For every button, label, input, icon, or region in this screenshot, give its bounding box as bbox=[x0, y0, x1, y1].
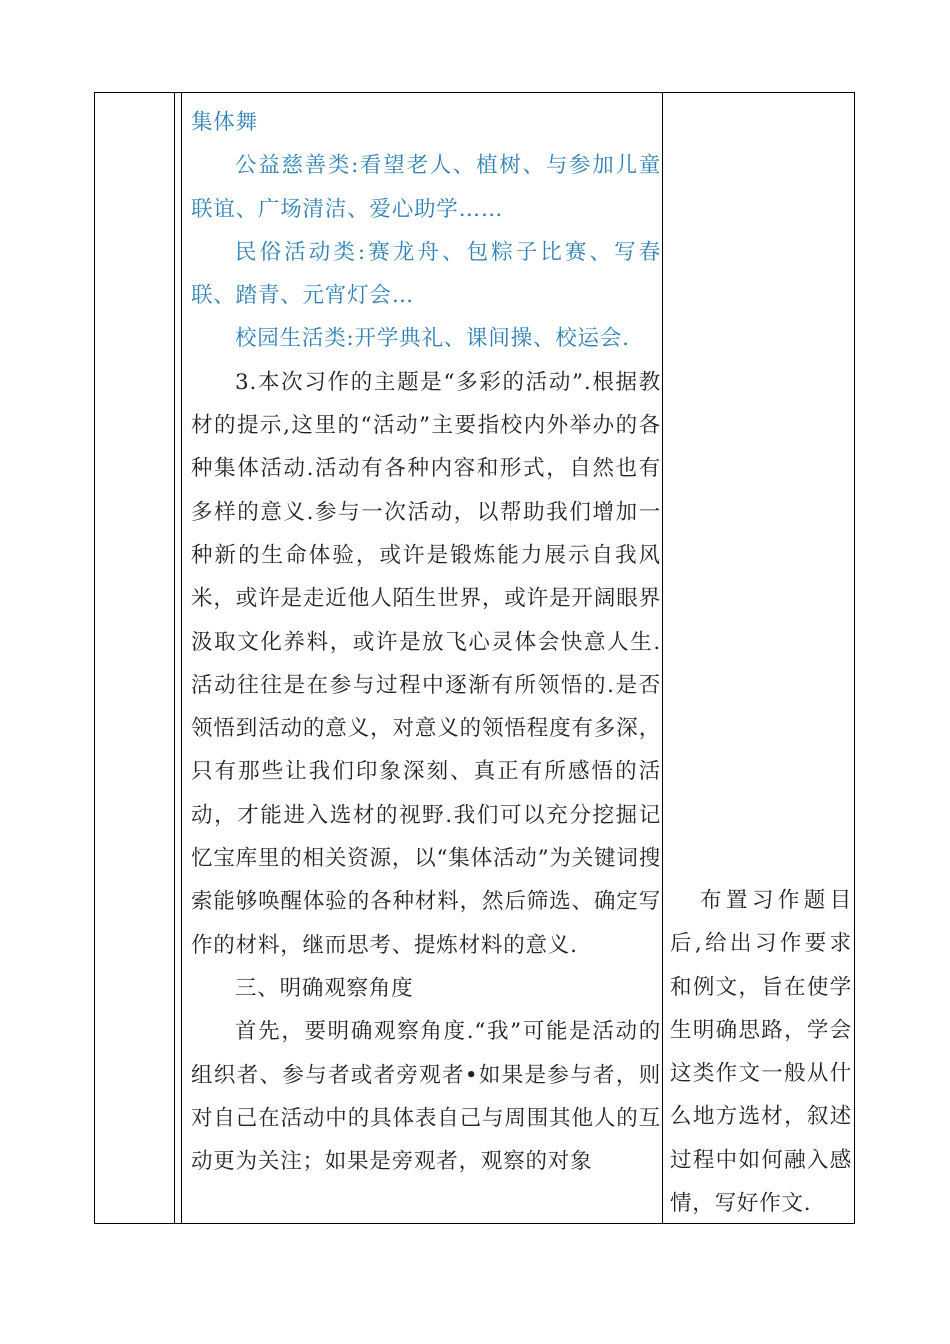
theme-paragraph: 3.本次习作的主题是“多彩的活动”.根据教材的提示,这里的“活动”主要指校内外举办的各种集体活动.活动有各种内容和形式，自然也有多样的意义.参与一次活动，以帮助我们增加一种新的生命体验，或许是锻炼能力展示自我风米，或许是走近他人陌生世界，或许是开阔眼界汲取文化养料，或许是放飞心灵体会快意人生.活动往往是在参与过程中逐渐有所领悟的.是否领悟到活动的意义，对意义的领悟程度有多深，只有那些让我们印象深刻、真正有所感悟的活动，才能进入选材的视野.我们可以充分挖掘记忆宝库里的相关资源，以“集体活动”为关键词搜索能够唤醒体验的各种材料，然后筛选、确定写作的材料，继而思考、提炼材料的意义. bbox=[191, 369, 661, 958]
observation-paragraph: 首先，要明确观察角度.“我”可能是活动的组织者、参与者或者旁观者•如果是参与者，则对自己在活动中的具体表自己与周围其他人的互动更为关注；如果是旁观者，观察的对象 bbox=[191, 1019, 661, 1175]
design-intent-text: 布置习作题目后,给出习作要求和例文，旨在使学生明确思路，学会这类作文一般从什么地方选材，叙述过程中如何融入感情，写好作文. bbox=[670, 888, 852, 1217]
teaching-content-cell bbox=[191, 101, 661, 1183]
activity-category-folk: 民俗活动类:赛龙舟、包粽子比赛、写春联、踏青、元宵灯会… bbox=[191, 239, 661, 309]
activity-category-campus: 校园生活类:开学典礼、课间操、校运会. bbox=[235, 326, 630, 352]
design-intent-cell bbox=[670, 879, 852, 1225]
section-heading: 三、明确观察角度 bbox=[235, 975, 414, 1001]
column-divider bbox=[181, 93, 182, 1223]
activity-category-continuation: 集体舞 bbox=[191, 110, 258, 135]
lesson-plan-table bbox=[94, 92, 855, 1224]
activity-category-charity: 公益慈善类:看望老人、植树、与参加儿童联谊、广场清洁、爱心助学…… bbox=[191, 153, 661, 222]
column-divider bbox=[662, 93, 663, 1223]
column-divider bbox=[174, 93, 175, 1223]
